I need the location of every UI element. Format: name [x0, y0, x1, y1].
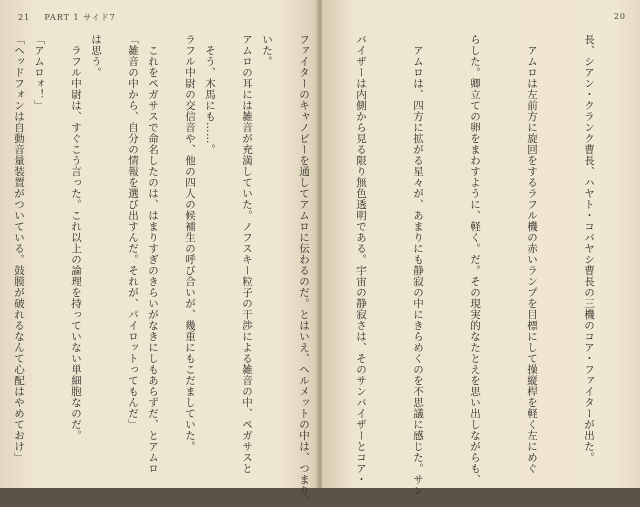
- text-line: バイザーは内側から見る限り無色透明である。宇宙の静寂さは、そのサンバイザーとコア・: [355, 34, 367, 485]
- left-page-header: [18, 12, 116, 23]
- right-page-body: [0, 34, 636, 507]
- right-page-number: 20: [613, 12, 626, 21]
- text-line: らした。卿立ての卵をまわすように、軽く。だ。その現実的なたとえを思い出しながらも、: [469, 34, 481, 485]
- left-page-number: 21: [18, 13, 31, 22]
- text-line: ラフル中尉の交信音や、他の四人の候補生の呼び合いが、幾重にもこだましていた。: [184, 34, 196, 452]
- text-line: 長、シアン・クランク曹長、ハヤト・コバヤシ曹長の三機のコア・ファイターが出た。: [583, 34, 595, 463]
- text-line: そう、木馬にも……。: [204, 34, 216, 155]
- text-line: いた。: [261, 34, 273, 67]
- text-line: 「雑音の中から、自分の情報を選び出すんだ。それが、パイロットってもんだ」: [127, 34, 139, 430]
- text-line: アムロは、四方に拡がる星々が、あまりにも静寂の中にきらめくのを不思議に感じた。サン: [412, 34, 424, 496]
- running-head: PART 1 サイド7: [44, 13, 116, 22]
- text-line: アムロの耳には雑音が充満していた。ノフスキー粒子の干渉による雑音の中、ペガサスと: [241, 34, 253, 474]
- text-line: 「アムロォ！」: [33, 34, 45, 111]
- text-line: は思う。: [90, 34, 102, 78]
- text-line: 「ヘッドフォンは自動音量装置がついている。鼓膜が破れるなんて心配はやめておけ」: [13, 34, 25, 463]
- text-line: ラフル中尉は、すぐこう言った。これ以上の論理を持っていない単細胞なのだ。: [70, 34, 82, 441]
- text-line: ファイターのキャノピーを通してアムロに伝わるのだ。とはいえ、ヘルメットの中は、つまり、: [298, 34, 310, 507]
- text-line: これをペガサスで命名したのは、はまりすぎのきらいがなきにしもあらずだ、とアムロ: [147, 34, 159, 474]
- right-page-header: [614, 12, 626, 21]
- text-line: アムロは左前方に旋回をするラフル機の赤いランプを目標にして操縦桿を軽く左にめぐ: [526, 34, 538, 474]
